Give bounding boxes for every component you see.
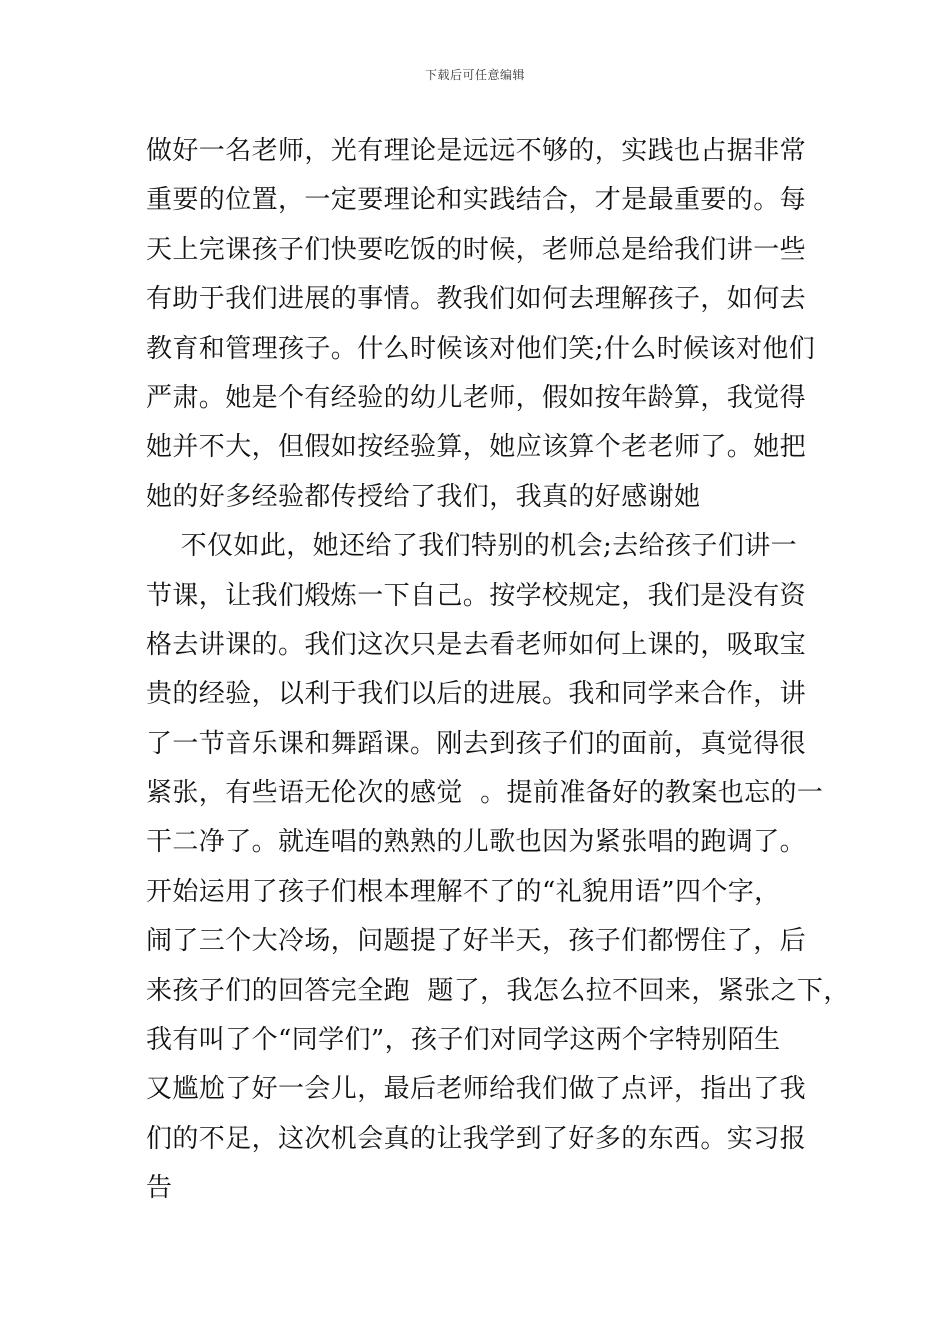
body-text <box>146 127 850 1214</box>
text-line: 开始运用了孩子们根本理解不了的“礼貌用语”四个字， <box>146 876 781 907</box>
text-line: 告 <box>146 1173 173 1204</box>
text-line: 贵的经验，以利于我们以后的进展。我和同学来合作，讲 <box>146 679 807 710</box>
text-line: 我有叫了个“同学们”，孩子们对同学这两个字特别陌生 <box>146 1025 781 1056</box>
text-line: 们的不足，这次机会真的让我学到了好多的东西。实习报 <box>146 1123 807 1154</box>
text-line: 紧张，有些语无伦次的感觉 。提前准备好的教案也忘的一 <box>146 778 824 809</box>
text-line: 节课，让我们煅炼一下自己。按学校规定，我们是没有资 <box>146 580 807 611</box>
text-line: 做好一名老师，光有理论是远远不够的，实践也占据非常 <box>146 136 807 166</box>
text-line: 又尴尬了好一会儿，最后老师给我们做了点评，指出了我 <box>146 1074 807 1105</box>
text-line: 教育和管理孩子。什么时候该对他们笑;什么时候该对他们 <box>146 333 816 364</box>
text-line: 不仅如此，她还给了我们特别的机会;去给孩子们讲一 <box>146 531 798 562</box>
text-line: 有助于我们进展的事情。教我们如何去理解孩子，如何去 <box>146 284 807 315</box>
text-line: 她并不大，但假如按经验算，她应该算个老老师了。她把 <box>146 432 807 463</box>
text-line: 闹了三个大冷场，问题提了好半天，孩子们都愣住了，后 <box>146 926 807 957</box>
text-line: 她的好多经验都传授给了我们，我真的好感谢她 <box>146 481 701 512</box>
text-line: 天上完课孩子们快要吃饭的时候，老师总是给我们讲一些 <box>146 234 807 265</box>
header-note: 下载后可任意编辑 <box>424 68 525 82</box>
text-line: 严肃。她是个有经验的幼儿老师，假如按年龄算，我觉得 <box>146 382 807 413</box>
text-line: 格去讲课的。我们这次只是去看老师如何上课的，吸取宝 <box>146 629 807 660</box>
text-line: 重要的位置，一定要理论和实践结合，才是最重要的。每 <box>146 185 807 216</box>
text-line: 了一节音乐课和舞蹈课。刚去到孩子们的面前，真觉得很 <box>146 728 807 759</box>
text-line: 来孩子们的回答完全跑 题了，我怎么拉不回来，紧张之下， <box>146 975 850 1006</box>
text-line: 干二净了。就连唱的熟熟的儿歌也因为紧张唱的跑调了。 <box>146 827 807 858</box>
